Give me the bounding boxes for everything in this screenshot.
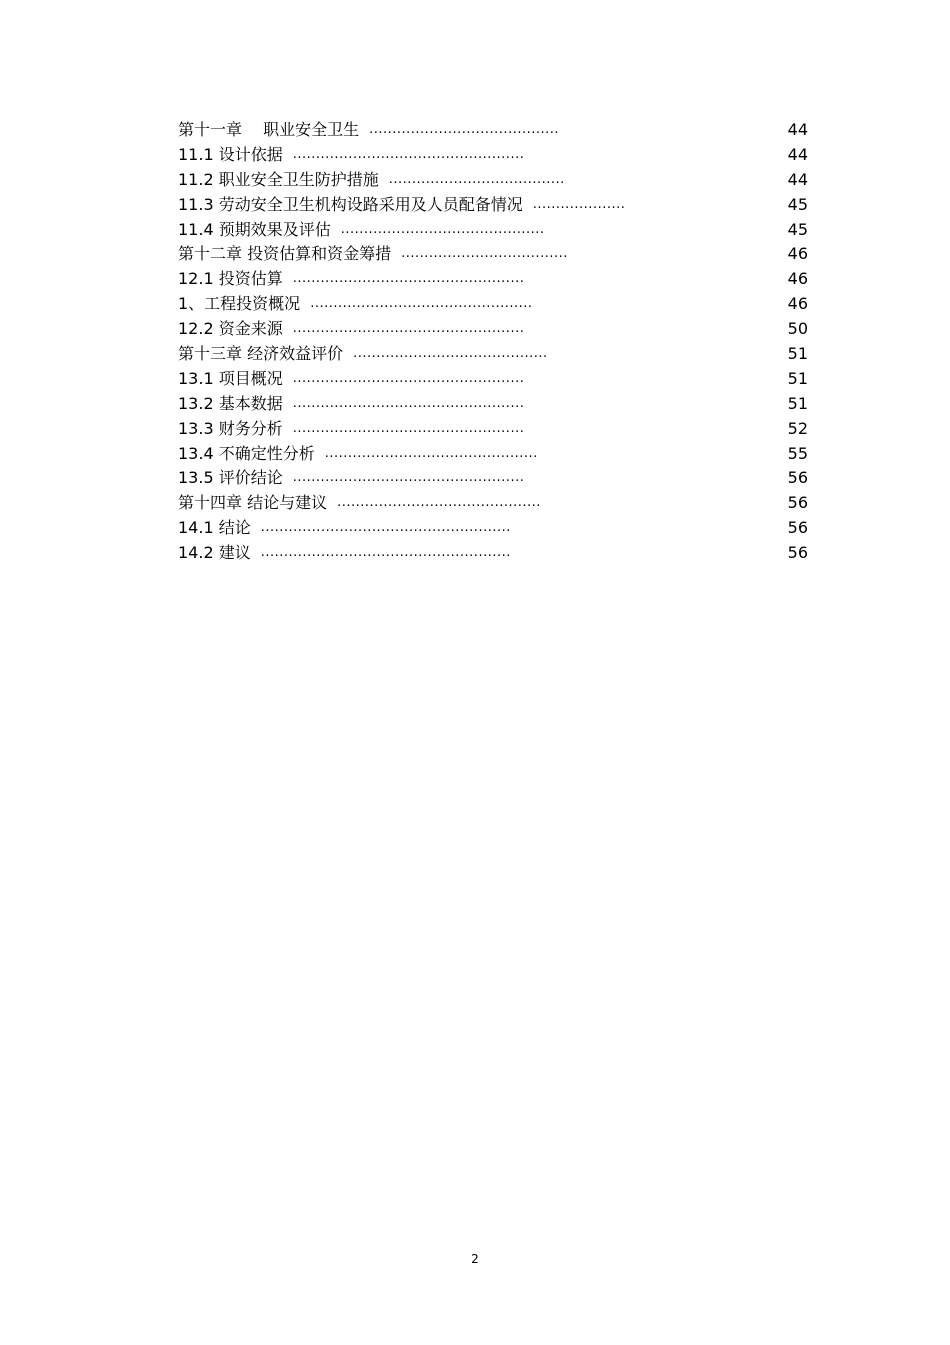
toc-dot-leader: .................................................. [292,470,525,486]
toc-entry-title: 11.1 设计依据 [178,144,283,164]
toc-entry[interactable] [178,292,808,317]
toc-entry[interactable] [178,442,808,467]
page-number: 2 [471,1252,479,1266]
toc-entry-page: 56 [787,493,808,513]
toc-dot-leader: ...................................................... [260,520,511,536]
toc-dot-leader: .................................................. [292,395,525,411]
toc-entry[interactable] [178,516,808,541]
toc-entry[interactable] [178,466,808,491]
toc-dot-leader: ............................................ [337,495,541,511]
toc-dot-leader: ...................................... [388,171,565,187]
toc-entry-title: 12.2 资金来源 [178,319,283,339]
toc-dot-leader: ...................................................... [260,545,511,561]
toc-entry[interactable] [178,367,808,392]
toc-entry-title: 13.1 项目概况 [178,368,283,388]
toc-entry-title: 13.2 基本数据 [178,393,283,413]
toc-dot-leader: ......................................... [369,122,560,137]
toc-entry-page: 46 [787,269,808,289]
toc-entry-page: 45 [787,219,808,239]
toc-entry-title: 第十四章 结论与建议 [178,493,328,513]
toc-dot-leader: .............................................. [324,445,538,461]
toc-dot-leader: .................................................. [292,271,525,287]
toc-entry[interactable] [178,143,808,168]
toc-dot-leader: ................................................ [310,296,533,312]
toc-entry-page: 52 [787,418,808,438]
toc-dot-leader: .................................................. [292,420,525,436]
toc-entry[interactable] [178,491,808,516]
toc-dot-leader: .................... [532,196,626,212]
toc-dot-leader: .................................... [401,246,568,262]
toc-entry[interactable] [178,342,808,367]
toc-entry[interactable] [178,317,808,342]
toc-entry-page: 55 [787,443,808,463]
toc-dot-leader: .................................................. [292,370,525,386]
toc-entry[interactable] [178,267,808,292]
toc-entry-title: 第十三章 经济效益评价 [178,344,344,364]
toc-entry-page: 50 [787,319,808,339]
toc-entry-title: 14.2 建议 [178,543,251,563]
toc-entry-page: 44 [787,144,808,164]
toc-entry[interactable] [178,118,808,143]
toc-entry[interactable] [178,193,808,218]
toc-entry-page: 44 [787,120,808,139]
toc-entry[interactable] [178,218,808,243]
toc-entry-page: 56 [787,543,808,563]
toc-entry-page: 56 [787,468,808,488]
toc-entry-title: 第十一章 职业安全卫生 [178,120,360,139]
toc-entry-title: 12.1 投资估算 [178,269,283,289]
toc-entry[interactable] [178,541,808,566]
toc-entry-title: 13.3 财务分析 [178,418,283,438]
toc-dot-leader: .......................................... [353,346,548,362]
toc-entry-title: 14.1 结论 [178,518,251,538]
toc-entry[interactable] [178,392,808,417]
toc-entry-page: 44 [787,169,808,189]
toc-entry[interactable] [178,417,808,442]
toc-entry-title: 第十二章 投资估算和资金筹措 [178,244,392,264]
table-of-contents [178,118,808,566]
toc-entry-title: 11.4 预期效果及评估 [178,219,331,239]
toc-entry-page: 51 [787,393,808,413]
toc-entry-title: 13.4 不确定性分析 [178,443,315,463]
toc-entry-page: 51 [787,368,808,388]
toc-entry-title: 11.2 职业安全卫生防护措施 [178,169,379,189]
toc-entry-title: 13.5 评价结论 [178,468,283,488]
toc-dot-leader: .................................................. [292,146,525,162]
toc-dot-leader: ............................................ [340,221,545,237]
toc-entry[interactable] [178,242,808,267]
toc-entry-title: 1、工程投资概况 [178,294,301,314]
toc-entry[interactable] [178,168,808,193]
toc-entry-page: 46 [787,294,808,314]
toc-dot-leader: .................................................. [292,321,525,337]
toc-entry-page: 46 [787,244,808,264]
toc-entry-page: 56 [787,518,808,538]
toc-entry-page: 45 [787,194,808,214]
toc-entry-page: 51 [787,344,808,364]
toc-entry-title: 11.3 劳动安全卫生机构设路采用及人员配备情况 [178,194,523,214]
